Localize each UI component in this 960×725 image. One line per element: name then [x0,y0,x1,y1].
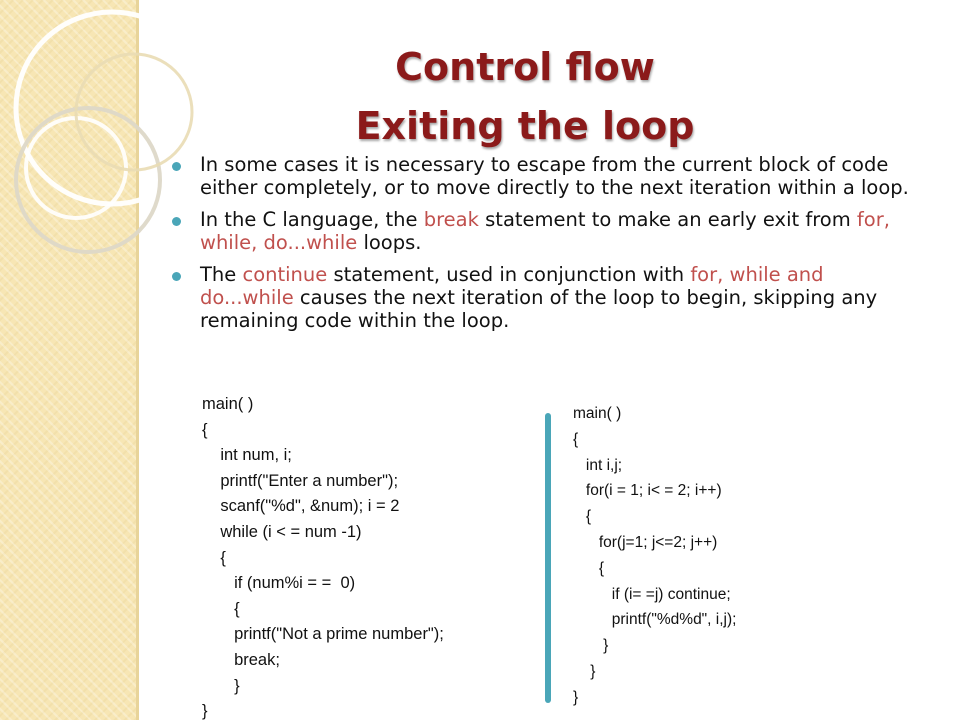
bullet-text: statement to make an early exit from [478,208,857,231]
bullet-item [172,153,922,199]
bullet-text: In the C language, the [200,208,424,231]
bullet-dot-icon [172,272,181,281]
keyword-break: break [423,208,479,231]
decorative-side-strip [0,0,136,720]
bullet-item [172,208,922,254]
bullet-text: statement, used in conjunction with [327,263,691,286]
slide-subtitle: Exiting the loop [355,104,695,148]
code-block-break-example: main( ) { int num, i; printf("Enter a number"); scanf("%d", &num); i = 2 while (i < = num -1) { if (num%i = = 0) { printf("Not a prime number"); break; } } [202,395,444,721]
keyword-loops: for, while and do...while [200,263,824,309]
keyword-loops: for, while, do...while [200,208,890,254]
bullet-list [172,153,922,341]
keyword-continue: continue [242,263,328,286]
vertical-divider [545,413,551,703]
bullet-dot-icon [172,162,181,171]
slide-title: Control flow [395,45,655,89]
side-strip-edge [136,0,139,720]
bullet-dot-icon [172,217,181,226]
bullet-item [172,263,922,332]
bullet-text: The [200,263,243,286]
bullet-text: loops. [357,231,422,254]
bullet-text: In some cases it is necessary to escape from the current block of code either completely, or to move directly to the next iteration within a loop. [200,153,909,199]
code-block-continue-example: main( ) { int i,j; for(i = 1; i< = 2; i++) { for(j=1; j<=2; j++) { if (i= =j) continue; printf("%d%d", i,j); } } } [573,405,737,706]
bullet-text: causes the next iteration of the loop to begin, skipping any remaining code within the loop. [200,286,878,332]
